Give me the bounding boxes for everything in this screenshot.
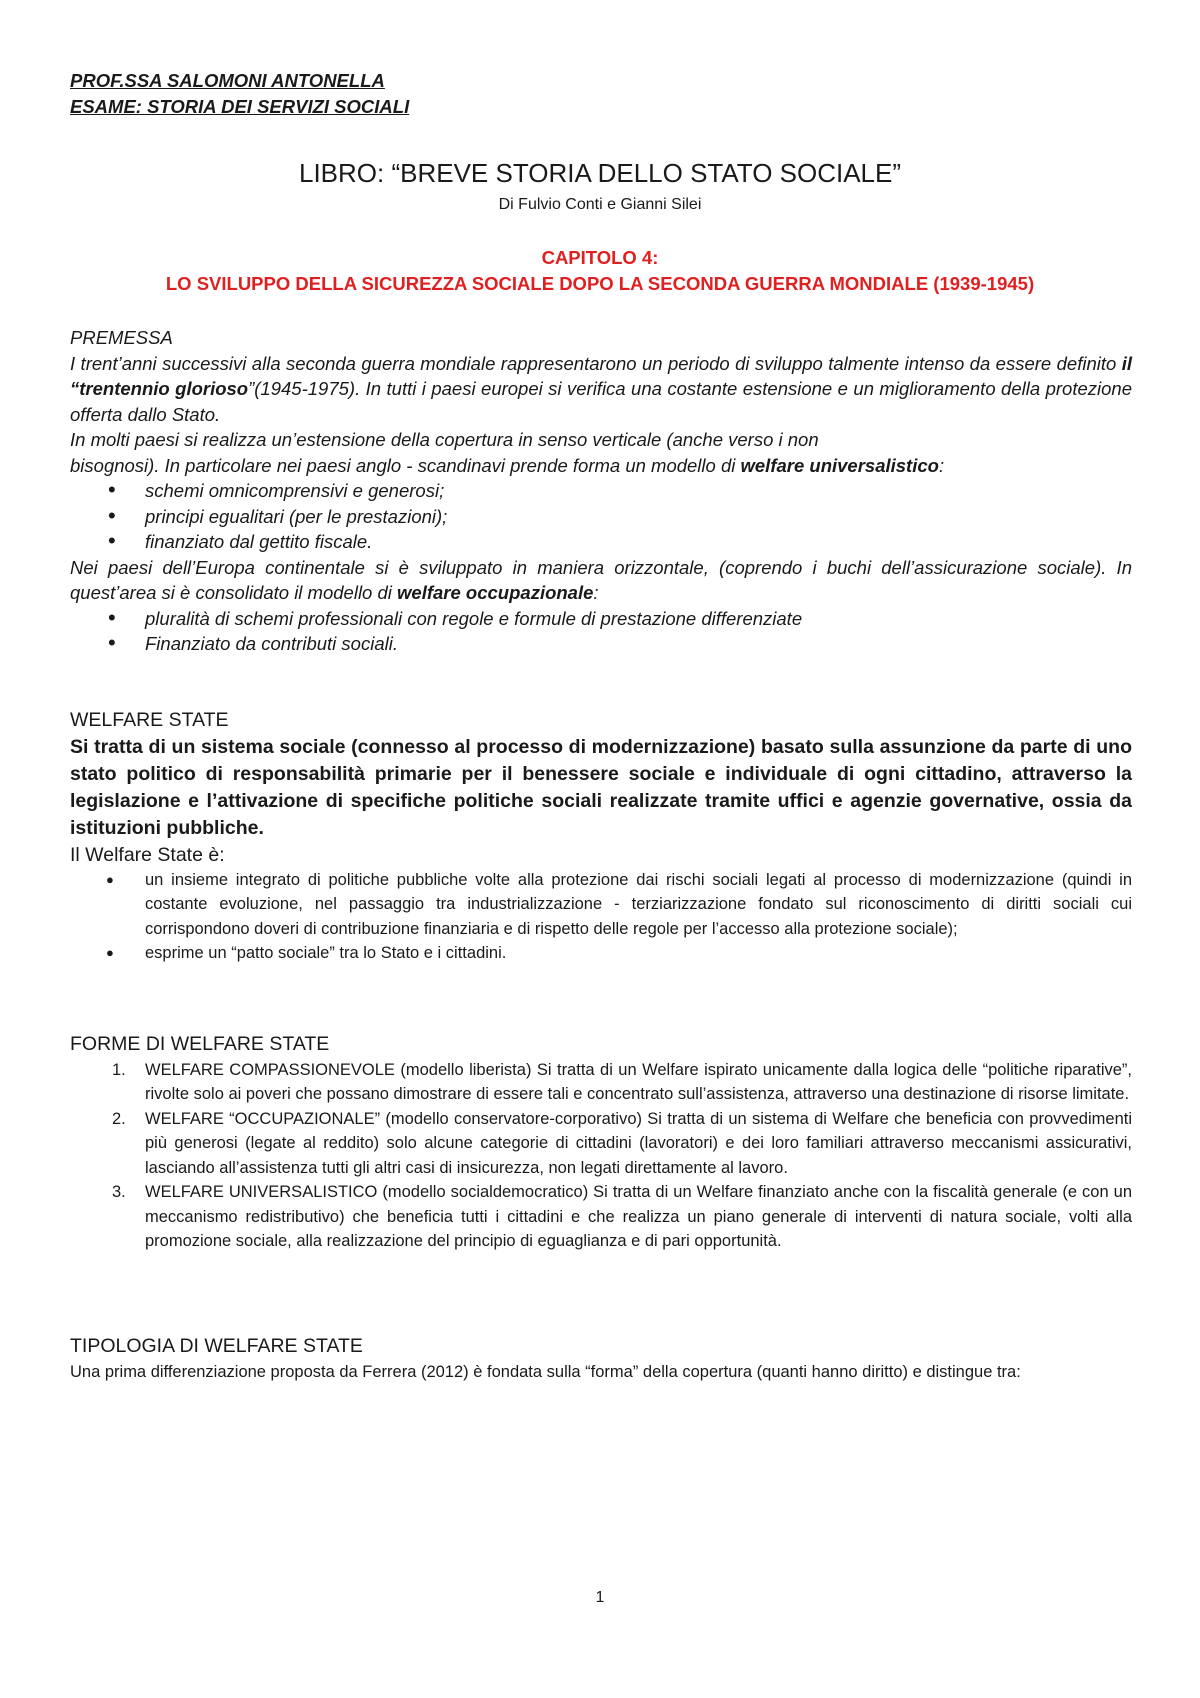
universalistic-bullets	[70, 478, 1132, 555]
list-item: • schemi omnicomprensivi e generosi;	[70, 478, 1132, 504]
teacher-name: PROF.SSA SALOMONI ANTONELLA	[70, 70, 385, 91]
chapter-title: LO SVILUPPO DELLA SICUREZZA SOCIALE DOPO LA SECONDA GUERRA MONDIALE (1939-1945)	[165, 273, 1035, 294]
text-run: :	[938, 454, 945, 476]
trentennio-glorioso-emphasis: il “trentennio glorioso	[70, 352, 1132, 399]
premessa-heading: PREMESSA	[70, 327, 173, 348]
list-item: ● esprime un “patto sociale” tra lo Stato e i cittadini.	[70, 941, 1132, 966]
list-item: • principi egualitari (per le prestazioni);	[70, 504, 1132, 530]
list-item: • finanziato dal gettito fiscale.	[70, 529, 1132, 555]
list-item	[70, 1058, 1132, 1107]
page-number: 1	[595, 1589, 605, 1606]
welfare-universalistico-emphasis: welfare universalistico	[740, 454, 939, 476]
text-run: :	[593, 582, 599, 603]
list-text: WELFARE “OCCUPAZIONALE” (modello conservatore-corporativo) Si tratta di un sistema di Welfare che beneficia con provvedimenti più generosi (legate al reddito) solo alcune categorie di cittadini (lavoratori) e dei loro familiari attraverso meccanismi assicurativi, lasciando all’assistenza tutti gli altri casi di insicurezza, non legati direttamente al lavoro.	[145, 1109, 1132, 1177]
welfare-state-intro: Il Welfare State è:	[70, 843, 225, 866]
text-run: Nei paesi dell’Europa continentale si è sviluppato in maniera orizzontale, (coprendo i buchi dell’assicurazione sociale). In quest’area si è consolidato il modello di	[70, 556, 1132, 603]
text-run: bisognosi). In particolare nei paesi anglo - scandinavi prende forma un modello di	[70, 454, 741, 476]
tipologia-section	[70, 1334, 1132, 1384]
text-run: I trent’anni successivi alla seconda guerra mondiale rappresentarono un periodo di sviluppo talmente intenso da essere definito	[70, 352, 1122, 374]
list-item: • Finanziato da contributi sociali.	[70, 631, 1132, 657]
book-title: LIBRO: “BREVE STORIA DELLO STATO SOCIALE”	[298, 158, 902, 188]
welfare-state-points	[70, 868, 1132, 966]
list-item	[70, 1107, 1132, 1181]
chapter-number: CAPITOLO 4:	[541, 247, 659, 268]
list-item: • pluralità di schemi professionali con regole e formule di prestazione differenziate	[70, 606, 1132, 632]
forme-list	[70, 1058, 1132, 1254]
list-item: ● un insieme integrato di politiche pubbliche volte alla protezione dai rischi sociali legati al processo di modernizzazione (quindi in costante evoluzione, nel passaggio tra industrializzazione - terziarizzazione fondato sul riconoscimento di diritti sociali cui corrispondono doveri di contribuzione finanziaria e di rispetto delle regole per l’accesso alla protezione sociale);	[70, 868, 1132, 942]
forme-section	[70, 1032, 1132, 1254]
premessa-paragraph-2-line-2	[70, 453, 1132, 479]
premessa-paragraph-3	[70, 555, 1132, 606]
welfare-state-section	[70, 708, 1132, 966]
text-run: ”(1945-1975). In tutti i paesi europei si verifica una costante estensione e un miglioramento della protezione offerta dallo Stato.	[70, 378, 1132, 425]
premessa-paragraph-2-line-1: In molti paesi si realizza un’estensione della copertura in senso verticale (anche verso i non	[70, 429, 819, 450]
premessa-section	[70, 325, 1132, 657]
welfare-occupazionale-emphasis: welfare occupazionale	[397, 582, 594, 603]
tipologia-text: Una prima differenziazione proposta da Ferrera (2012) è fondata sulla “forma” della copertura (quanti hanno diritto) e distingue tra:	[70, 1362, 1021, 1381]
list-number: 2.	[112, 1109, 126, 1128]
exam-name: ESAME: STORIA DEI SERVIZI SOCIALI	[70, 96, 410, 117]
list-item	[70, 1180, 1132, 1254]
welfare-state-definition: Si tratta di un sistema sociale (connesso al processo di modernizzazione) basato sulla assunzione da parte di uno stato politico di responsabilità primarie per il benessere sociale e individuale di ogni cittadino, attraverso la legislazione e l’attivazione di specifiche politiche sociali realizzate tramite uffici e agenzie governative, ossia da istituzioni pubbliche.	[70, 735, 1132, 839]
premessa-paragraph-1	[70, 351, 1132, 428]
list-number: 3.	[112, 1183, 126, 1201]
forme-heading: FORME DI WELFARE STATE	[70, 1033, 330, 1055]
list-text: WELFARE COMPASSIONEVOLE (modello liberista) Si tratta di un Welfare ispirato unicamente dalla logica delle “politiche riparative”, rivolte solo ai poveri che possano dimostrare di essere tali e concentrato sull’assistenza, attraverso una destinazione di risorse limitate.	[145, 1060, 1132, 1103]
welfare-state-heading: WELFARE STATE	[70, 709, 229, 731]
book-authors: Di Fulvio Conti e Gianni Silei	[498, 196, 702, 213]
tipologia-heading: TIPOLOGIA DI WELFARE STATE	[70, 1335, 363, 1357]
list-text: WELFARE UNIVERSALISTICO (modello socialdemocratico) Si tratta di un Welfare finanziato anche con la fiscalità generale (e con un meccanismo redistributivo) che beneficia tutti i cittadini e che realizza un piano generale di interventi di natura sociale, volti alla promozione sociale, alla realizzazione del principio di eguaglianza e di pari opportunità.	[145, 1183, 1132, 1250]
occupational-bullets	[70, 606, 1132, 657]
list-number: 1.	[112, 1060, 126, 1079]
